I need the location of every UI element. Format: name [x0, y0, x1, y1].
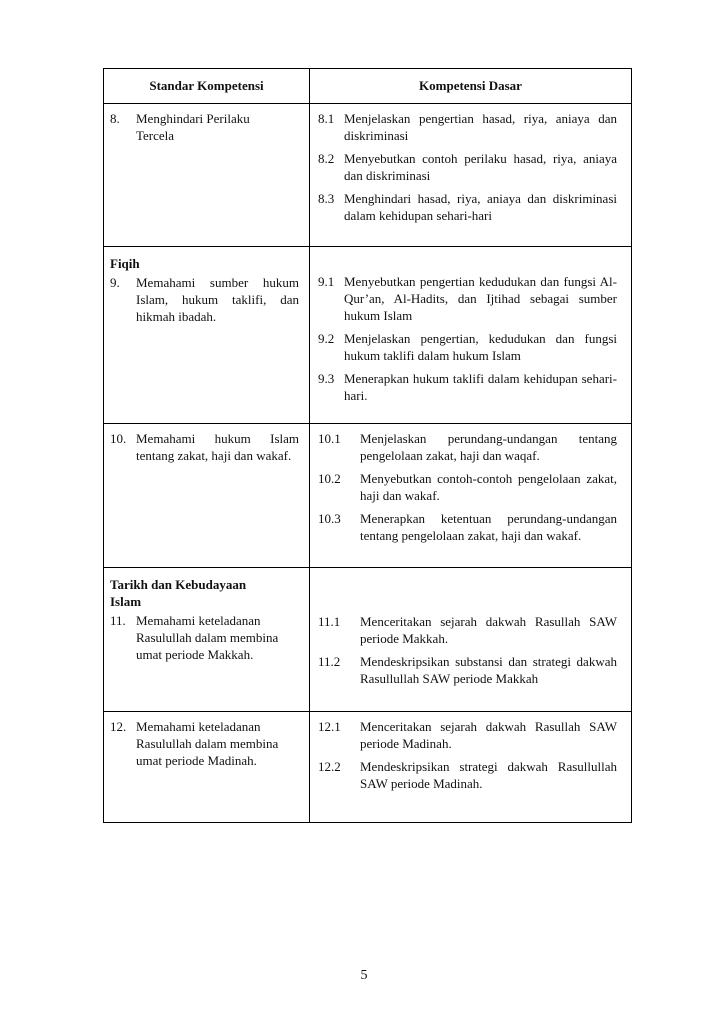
kd-text: Menceritakan sejarah dakwah Rasullah SAW periode Makkah.	[360, 614, 617, 646]
kd-item	[318, 613, 617, 647]
kd-text: Menyebutkan contoh perilaku hasad, riya, aniaya dan diskriminasi	[344, 151, 617, 183]
competency-table	[103, 68, 632, 823]
kd-item	[318, 190, 617, 224]
standar-cell	[104, 568, 310, 711]
kd-number: 8.1	[318, 111, 335, 126]
standar-item	[110, 612, 299, 663]
kd-text: Menerapkan ketentuan perundang-undangan tentang pengelolaan zakat, haji dan wakaf.	[360, 511, 617, 543]
kd-text: Menyebutkan contoh-contoh pengelolaan zakat, haji dan wakaf.	[360, 471, 617, 503]
kd-item	[318, 470, 617, 504]
standar-cell	[104, 247, 310, 423]
standar-number: 9.	[110, 275, 120, 290]
kd-item	[318, 150, 617, 184]
kd-text: Mendeskripsikan strategi dakwah Rasullullah SAW periode Madinah.	[360, 759, 617, 791]
table-row	[104, 712, 631, 822]
section-heading: Fiqih	[110, 256, 140, 271]
header-standar-kompetensi: Standar Kompetensi	[104, 69, 310, 103]
kd-number: 8.3	[318, 191, 335, 206]
kd-text: Menyebutkan pengertian kedudukan dan fungsi Al-Qur’an, Al-Hadits, dan Ijtihad sebagai sumber hukum Islam	[344, 274, 617, 323]
kd-number: 12.2	[318, 759, 341, 774]
kd-item	[318, 370, 617, 404]
kd-text: Menjelaskan pengertian, kedudukan dan fungsi hukum taklifi dalam hukum Islam	[344, 331, 617, 363]
kd-number: 8.2	[318, 151, 335, 166]
kd-item	[318, 110, 617, 144]
standar-cell	[104, 424, 310, 567]
kd-item	[318, 653, 617, 687]
kd-text: Mendeskripsikan substansi dan strategi dakwah Rasullullah SAW periode Makkah	[360, 654, 617, 686]
kd-number: 11.2	[318, 654, 341, 669]
table-row	[104, 568, 631, 712]
kompetensi-cell	[310, 424, 631, 567]
standar-cell	[104, 712, 310, 822]
table-row	[104, 247, 631, 424]
page-number: 5	[360, 968, 368, 983]
standar-text: Menghindari Perilaku Tercela	[136, 111, 250, 143]
standar-item	[110, 430, 299, 464]
kompetensi-cell	[310, 247, 631, 423]
kd-item	[318, 330, 617, 364]
standar-number: 10.	[110, 431, 127, 446]
kd-item	[318, 510, 617, 544]
standar-item	[110, 718, 299, 769]
kd-item	[318, 430, 617, 464]
kd-text: Menjelaskan perundang-undangan tentang pengelolaan zakat, haji dan waqaf.	[360, 431, 617, 463]
kd-text: Menghindari hasad, riya, aniaya dan diskriminasi dalam kehidupan sehari-hari	[344, 191, 617, 223]
kompetensi-cell	[310, 568, 631, 711]
standar-text: Memahami keteladanan Rasulullah dalam membina umat periode Madinah.	[136, 719, 279, 768]
kd-text: Menjelaskan pengertian hasad, riya, aniaya dan diskriminasi	[344, 111, 617, 143]
kd-text: Menerapkan hukum taklifi dalam kehidupan sehari-hari.	[344, 371, 617, 403]
kompetensi-cell	[310, 712, 631, 822]
kd-text: Menceritakan sejarah dakwah Rasullah SAW periode Madinah.	[360, 719, 617, 751]
kd-item	[318, 758, 617, 792]
kd-number: 9.2	[318, 331, 335, 346]
kd-number: 10.2	[318, 471, 341, 486]
kompetensi-cell	[310, 104, 631, 246]
kd-number: 10.1	[318, 431, 341, 446]
kd-number: 12.1	[318, 719, 341, 734]
table-row	[104, 424, 631, 568]
table-row	[104, 104, 631, 247]
standar-cell	[104, 104, 310, 246]
standar-text: Memahami hukum Islam tentang zakat, haji dan wakaf.	[136, 431, 299, 463]
kd-number: 9.3	[318, 371, 335, 386]
standar-text: Memahami keteladanan Rasulullah dalam membina umat periode Makkah.	[136, 613, 279, 662]
table-header	[104, 69, 631, 104]
standar-text: Memahami sumber hukum Islam, hukum taklifi, dan hikmah ibadah.	[136, 275, 299, 324]
standar-item	[110, 274, 299, 325]
kd-number: 9.1	[318, 274, 335, 289]
kd-item	[318, 273, 617, 324]
kd-item	[318, 718, 617, 752]
standar-item	[110, 110, 299, 144]
section-heading: Tarikh dan Kebudayaan Islam	[110, 577, 247, 609]
header-kompetensi-dasar: Kompetensi Dasar	[419, 78, 522, 93]
standar-number: 8.	[110, 111, 120, 126]
standar-number: 11.	[110, 613, 126, 628]
standar-number: 12.	[110, 719, 127, 734]
kd-number: 10.3	[318, 511, 341, 526]
kd-number: 11.1	[318, 614, 341, 629]
